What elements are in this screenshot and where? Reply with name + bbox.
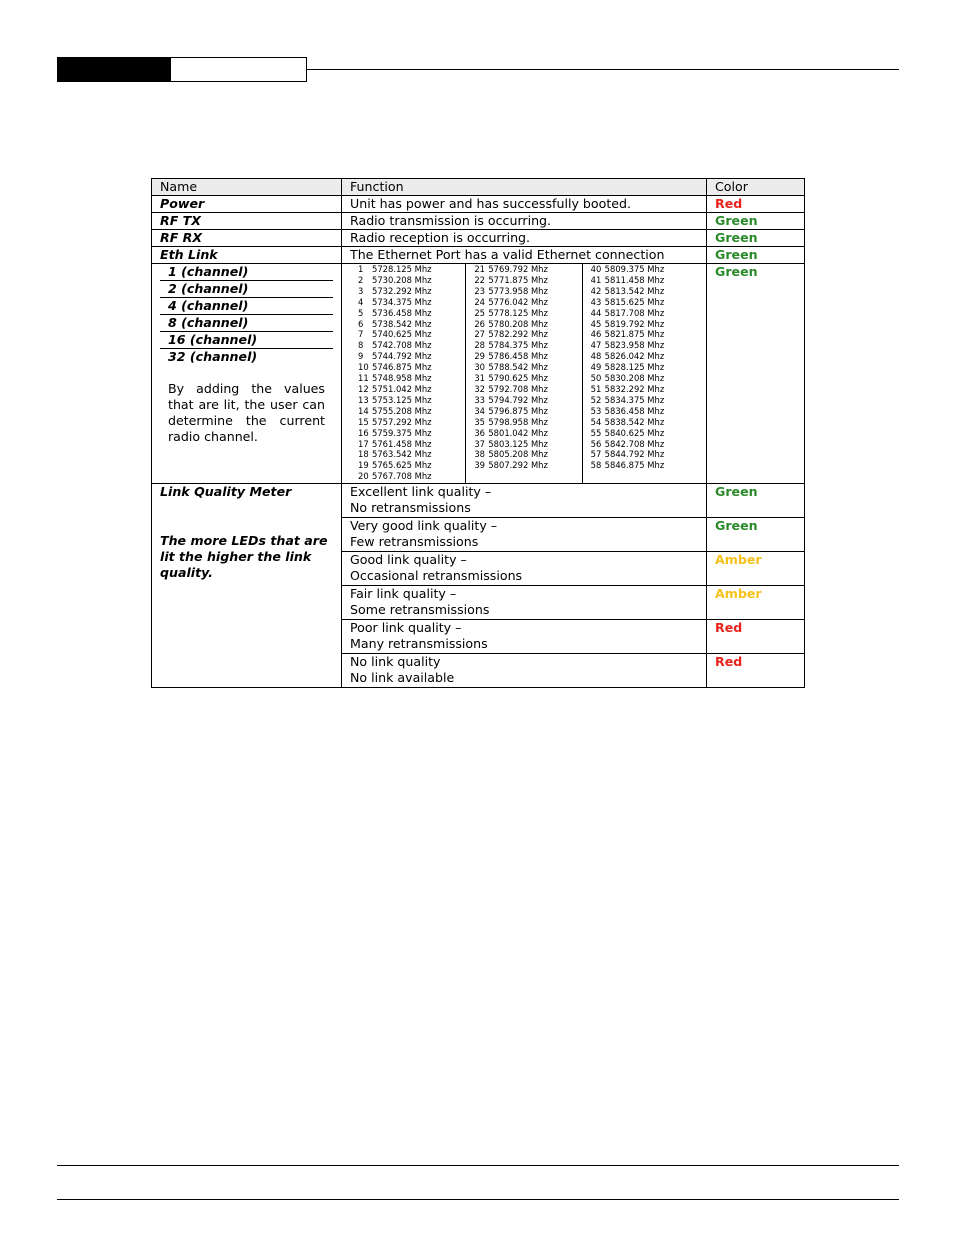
quality-color: Green	[707, 484, 805, 518]
quality-line1: Very good link quality –	[350, 518, 498, 533]
frequency-entry	[474, 286, 577, 297]
channel-number: 43	[590, 296, 602, 307]
channel-frequency: 5757.292 Mhz	[372, 416, 432, 427]
channel-number: 42	[590, 285, 602, 296]
frequency-entry	[358, 297, 461, 308]
channel-number: 9	[358, 351, 364, 362]
channel-number: 15	[358, 416, 369, 427]
quality-line2: Many retransmissions	[350, 636, 488, 651]
frequency-entry	[358, 439, 461, 450]
channel-number: 11	[358, 373, 369, 384]
frequency-entry	[474, 275, 577, 286]
channel-frequency: 5738.542 Mhz	[372, 318, 432, 329]
row-function: Radio transmission is occurring.	[342, 213, 707, 230]
channel-number: 35	[474, 416, 485, 427]
frequency-entry	[474, 428, 577, 439]
frequency-entry	[358, 406, 461, 417]
frequency-entry	[474, 417, 577, 428]
quality-line2: Few retransmissions	[350, 534, 479, 549]
channel-frequency: 5744.792 Mhz	[372, 351, 432, 362]
table-row	[152, 213, 805, 230]
quality-color: Red	[707, 654, 805, 688]
table-row	[152, 196, 805, 213]
frequency-entry	[358, 351, 461, 362]
channel-frequency: 5807.292 Mhz	[488, 460, 548, 471]
table-row	[152, 230, 805, 247]
footer-rule-bottom	[57, 1199, 899, 1200]
channel-frequency: 5813.542 Mhz	[604, 285, 665, 296]
channel-number: 17	[358, 438, 369, 449]
channel-frequency: 5798.958 Mhz	[488, 416, 548, 427]
quality-function	[342, 654, 707, 688]
link-quality-label-cell	[152, 484, 342, 688]
quality-line1: Poor link quality –	[350, 620, 462, 635]
channel-frequency: 5796.875 Mhz	[488, 405, 548, 416]
channel-frequency: 5803.125 Mhz	[488, 438, 548, 449]
frequency-entry	[591, 460, 694, 471]
row-name: Power	[152, 196, 342, 213]
channel-frequency: 5784.375 Mhz	[488, 340, 548, 351]
channel-frequency: 5836.458 Mhz	[604, 405, 665, 416]
channel-number: 2	[358, 274, 364, 285]
frequency-entry	[591, 362, 694, 373]
channel-label: 32 (channel)	[168, 349, 258, 364]
channel-number: 34	[474, 405, 485, 416]
frequency-entry	[474, 329, 577, 340]
channel-frequency: 5771.875 Mhz	[488, 274, 548, 285]
link-quality-subtitle: The more LEDs that are lit the higher the link quality.	[160, 533, 328, 580]
frequency-entry	[358, 362, 461, 373]
frequency-entry	[474, 395, 577, 406]
channel-number: 7	[358, 329, 364, 340]
channel-number: 30	[474, 362, 485, 373]
channel-frequency: 5844.792 Mhz	[604, 449, 665, 460]
channel-number: 46	[590, 329, 602, 340]
link-quality-title: Link Quality Meter	[160, 484, 292, 499]
channel-number: 6	[358, 318, 364, 329]
channel-frequency: 5728.125 Mhz	[372, 264, 432, 274]
channel-number: 14	[358, 405, 369, 416]
channel-number: 53	[590, 405, 602, 416]
channel-frequency: 5786.458 Mhz	[488, 351, 548, 362]
quality-function	[342, 552, 707, 586]
channel-frequency: 5753.125 Mhz	[372, 394, 432, 405]
quality-line1: Excellent link quality –	[350, 484, 492, 499]
channel-number: 51	[590, 383, 602, 394]
channel-number: 10	[358, 362, 369, 373]
channel-number: 37	[474, 438, 485, 449]
channel-number: 58	[590, 460, 602, 471]
frequency-entry	[474, 373, 577, 384]
frequency-entry	[591, 449, 694, 460]
channel-frequency: 5734.375 Mhz	[372, 296, 432, 307]
channel-number: 41	[590, 274, 602, 285]
frequency-entry	[474, 362, 577, 373]
channel-frequency: 5794.792 Mhz	[488, 394, 548, 405]
channel-frequency: 5788.542 Mhz	[488, 362, 548, 373]
channel-frequency: 5780.208 Mhz	[488, 318, 548, 329]
frequency-entry	[591, 275, 694, 286]
table-header-row	[152, 179, 805, 196]
quality-line1: Good link quality –	[350, 552, 467, 567]
row-name: RF TX	[152, 213, 342, 230]
frequency-entry	[591, 264, 694, 275]
channel-number: 21	[474, 264, 485, 274]
frequency-entry	[358, 428, 461, 439]
row-function: Radio reception is occurring.	[342, 230, 707, 247]
channel-number: 13	[358, 394, 369, 405]
channel-number: 50	[590, 373, 602, 384]
frequency-entry	[358, 384, 461, 395]
channel-row	[152, 264, 805, 484]
channel-number: 12	[358, 383, 369, 394]
frequency-entry	[591, 319, 694, 330]
channel-frequency: 5840.625 Mhz	[604, 427, 665, 438]
row-function: The Ethernet Port has a valid Ethernet connection	[342, 247, 707, 264]
frequency-entry	[591, 428, 694, 439]
channel-number: 27	[474, 329, 485, 340]
frequency-column	[466, 264, 582, 483]
quality-color: Red	[707, 620, 805, 654]
channel-number: 29	[474, 351, 485, 362]
header-color: Color	[707, 179, 805, 196]
channel-frequency: 5759.375 Mhz	[372, 427, 432, 438]
channel-frequency: 5778.125 Mhz	[488, 307, 548, 318]
frequency-column	[350, 264, 466, 483]
channel-number: 24	[474, 296, 485, 307]
channel-frequency: 5823.958 Mhz	[604, 340, 665, 351]
frequency-entry	[474, 264, 577, 275]
channel-number: 38	[474, 449, 485, 460]
frequency-entry	[358, 417, 461, 428]
channel-number: 57	[590, 449, 602, 460]
frequency-entry	[474, 351, 577, 362]
channel-frequency: 5740.625 Mhz	[372, 329, 432, 340]
frequency-entry	[358, 340, 461, 351]
row-color: Green	[707, 213, 805, 230]
channel-frequency: 5826.042 Mhz	[604, 351, 665, 362]
frequency-entry	[474, 406, 577, 417]
frequency-entry	[591, 439, 694, 450]
channel-frequency: 5746.875 Mhz	[372, 362, 432, 373]
frequency-entry	[474, 308, 577, 319]
quality-color: Green	[707, 518, 805, 552]
channel-frequency: 5767.708 Mhz	[372, 471, 432, 482]
frequency-entry	[591, 308, 694, 319]
channel-frequency: 5838.542 Mhz	[604, 416, 665, 427]
quality-line2: Some retransmissions	[350, 602, 490, 617]
channel-frequency: 5846.875 Mhz	[604, 460, 665, 471]
row-color: Green	[707, 247, 805, 264]
link-quality-row	[152, 484, 805, 518]
header-black-tab	[57, 57, 170, 82]
row-name: Eth Link	[152, 247, 342, 264]
frequency-column	[583, 264, 698, 483]
channel-frequency: 5769.792 Mhz	[488, 264, 548, 274]
channel-frequency: 5821.875 Mhz	[604, 329, 665, 340]
channel-number: 55	[590, 427, 602, 438]
channel-frequency: 5730.208 Mhz	[372, 274, 432, 285]
channel-number: 1	[358, 264, 364, 274]
channel-number: 56	[590, 438, 602, 449]
channel-number: 39	[474, 460, 485, 471]
frequency-entry	[474, 449, 577, 460]
channel-frequency: 5773.958 Mhz	[488, 285, 548, 296]
frequency-entry	[591, 329, 694, 340]
channel-number: 28	[474, 340, 485, 351]
channel-number: 32	[474, 383, 485, 394]
channel-number: 20	[358, 471, 369, 482]
channel-frequency: 5811.458 Mhz	[604, 274, 665, 285]
frequency-entry	[358, 329, 461, 340]
channel-frequency: 5819.792 Mhz	[604, 318, 665, 329]
channel-frequency: 5792.708 Mhz	[488, 383, 548, 394]
row-color: Green	[707, 230, 805, 247]
frequency-columns	[350, 264, 698, 483]
channel-number: 40	[590, 264, 602, 274]
frequency-entry	[358, 460, 461, 471]
channel-label: 8 (channel)	[160, 315, 333, 332]
channel-number: 19	[358, 460, 369, 471]
quality-function	[342, 586, 707, 620]
quality-line2: No link available	[350, 670, 455, 685]
channel-frequency: 5790.625 Mhz	[488, 373, 548, 384]
channel-number: 48	[590, 351, 602, 362]
channel-label: 4 (channel)	[160, 298, 333, 315]
frequency-entry	[358, 264, 461, 275]
row-color: Red	[707, 196, 805, 213]
channel-frequency: 5834.375 Mhz	[604, 394, 665, 405]
channel-frequency: 5736.458 Mhz	[372, 307, 432, 318]
quality-line2: No retransmissions	[350, 500, 471, 515]
channel-number: 25	[474, 307, 485, 318]
frequency-entry	[591, 384, 694, 395]
frequency-entry	[591, 351, 694, 362]
channel-color: Green	[707, 264, 805, 484]
channel-number: 16	[358, 427, 369, 438]
quality-color: Amber	[707, 586, 805, 620]
frequency-entry	[358, 286, 461, 297]
channel-number: 22	[474, 274, 485, 285]
channel-frequency: 5832.292 Mhz	[604, 383, 665, 394]
channel-frequency: 5815.625 Mhz	[604, 296, 665, 307]
frequency-entry	[591, 297, 694, 308]
channel-frequency: 5782.292 Mhz	[488, 329, 548, 340]
header-name: Name	[152, 179, 342, 196]
led-status-table	[151, 178, 805, 688]
channel-number: 36	[474, 427, 485, 438]
row-name: RF RX	[152, 230, 342, 247]
channel-number: 26	[474, 318, 485, 329]
quality-color: Amber	[707, 552, 805, 586]
channel-frequency: 5805.208 Mhz	[488, 449, 548, 460]
channel-frequency: 5842.708 Mhz	[604, 438, 665, 449]
channel-label: 2 (channel)	[160, 281, 333, 298]
frequency-entry	[474, 340, 577, 351]
channel-number: 4	[358, 296, 364, 307]
quality-line1: Fair link quality –	[350, 586, 457, 601]
frequency-entry	[591, 395, 694, 406]
channel-frequency: 5751.042 Mhz	[372, 383, 432, 394]
frequency-cell	[342, 264, 707, 484]
channel-number: 31	[474, 373, 485, 384]
frequency-entry	[358, 308, 461, 319]
quality-line2: Occasional retransmissions	[350, 568, 523, 583]
channel-number: 5	[358, 307, 364, 318]
frequency-entry	[591, 286, 694, 297]
channel-label: 16 (channel)	[160, 332, 333, 349]
frequency-entry	[358, 395, 461, 406]
channel-number: 52	[590, 394, 602, 405]
footer-rule-top	[57, 1165, 899, 1166]
table-row	[152, 247, 805, 264]
channel-number: 44	[590, 307, 602, 318]
channel-frequency: 5732.292 Mhz	[372, 285, 432, 296]
frequency-entry	[358, 319, 461, 330]
channel-frequency: 5748.958 Mhz	[372, 373, 432, 384]
quality-line1: No link quality	[350, 654, 441, 669]
frequency-entry	[474, 384, 577, 395]
header-white-tab	[170, 57, 307, 82]
frequency-entry	[474, 439, 577, 450]
frequency-entry	[474, 460, 577, 471]
channel-number: 18	[358, 449, 369, 460]
frequency-entry	[474, 319, 577, 330]
channel-number: 3	[358, 285, 364, 296]
frequency-entry	[358, 471, 461, 482]
frequency-entry	[358, 373, 461, 384]
channel-number: 45	[590, 318, 602, 329]
channel-label: 1 (channel)	[160, 264, 333, 281]
channel-frequency: 5776.042 Mhz	[488, 296, 548, 307]
channel-number: 47	[590, 340, 602, 351]
channel-names-cell	[152, 264, 342, 484]
quality-function	[342, 620, 707, 654]
frequency-entry	[591, 373, 694, 384]
row-function: Unit has power and has successfully booted.	[342, 196, 707, 213]
frequency-entry	[358, 449, 461, 460]
header-function: Function	[342, 179, 707, 196]
frequency-entry	[591, 340, 694, 351]
channel-frequency: 5755.208 Mhz	[372, 405, 432, 416]
channel-number: 33	[474, 394, 485, 405]
channel-frequency: 5765.625 Mhz	[372, 460, 432, 471]
frequency-entry	[358, 275, 461, 286]
quality-function	[342, 484, 707, 518]
channel-frequency: 5817.708 Mhz	[604, 307, 665, 318]
channel-frequency: 5763.542 Mhz	[372, 449, 432, 460]
channel-frequency: 5761.458 Mhz	[372, 438, 432, 449]
channel-number: 8	[358, 340, 364, 351]
frequency-entry	[591, 406, 694, 417]
channel-frequency: 5830.208 Mhz	[604, 373, 665, 384]
channel-frequency: 5742.708 Mhz	[372, 340, 432, 351]
channel-note: By adding the values that are lit, the user can determine the current radio channel.	[168, 381, 325, 444]
channel-number: 23	[474, 285, 485, 296]
channel-frequency: 5809.375 Mhz	[604, 264, 665, 274]
channel-frequency: 5828.125 Mhz	[604, 362, 665, 373]
header-rule	[307, 69, 899, 70]
channel-number: 49	[590, 362, 602, 373]
channel-frequency: 5801.042 Mhz	[488, 427, 548, 438]
frequency-entry	[474, 297, 577, 308]
frequency-entry	[591, 417, 694, 428]
quality-function	[342, 518, 707, 552]
channel-number: 54	[590, 416, 602, 427]
